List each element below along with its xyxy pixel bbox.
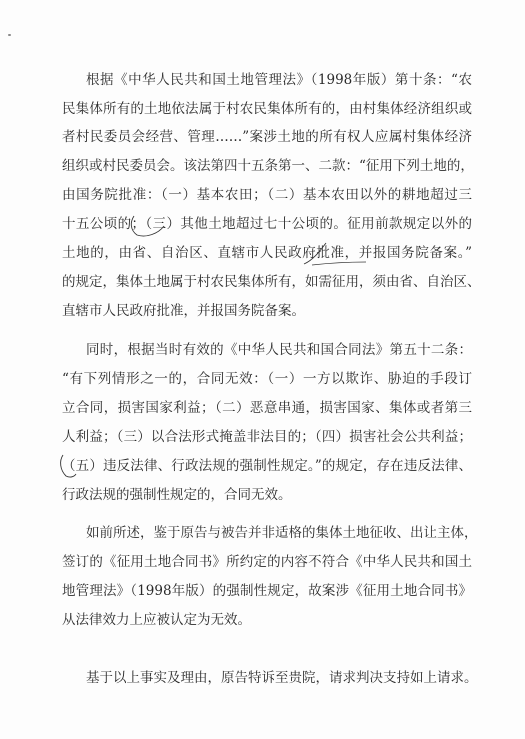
paragraph-3-line-1: 如前所述，鉴于原告与被告并非适格的集体土地征收、出让主体，: [86, 525, 478, 541]
paragraph-1-line-6: 十五公顷的；（三）其他土地超过七十公顷的。征用前款规定以外的: [62, 216, 472, 232]
paragraph-1-line-3: 者村民委员会经营、管理……”案涉土地的所有权人应属村集体经济: [62, 129, 472, 145]
paragraph-3-line-2: 签订的《征用土地合同书》所约定的内容不符合《中华人民共和国土: [62, 554, 472, 570]
paragraph-1-line-2: 民集体所有的土地依法属于村农民集体所有的，由村集体经济组织或: [62, 101, 472, 117]
paragraph-2-line-2: “有下列情形之一的，合同无效：（一）一方以欺诈、胁迫的手段订: [62, 371, 472, 387]
paragraph-2-line-4: 人利益；（三）以合法形式掩盖非法目的；（四）损害社会公共利益；: [62, 429, 472, 445]
paragraph-2-line-6: 行政法规的强制性规定的，合同无效。: [62, 487, 292, 503]
paragraph-3-line-3: 地管理法》（1998年版）的强制性规定，故案涉《征用土地合同书》: [62, 583, 472, 599]
paragraph-1-line-9: 直辖市人民政府批准，并报国务院备案。: [62, 303, 305, 319]
paragraph-2-line-3: 立合同，损害国家利益；（二）恶意串通，损害国家、集体或者第三: [62, 400, 472, 416]
paragraph-1-line-1: 根据《中华人民共和国土地管理法》（1998年版）第十条：“农: [86, 72, 472, 88]
paragraph-2-line-5: （五）违反法律、行政法规的强制性规定。”的规定，存在违反法律、: [62, 458, 472, 474]
paragraph-1-line-8: 的规定，集体土地属于村农民集体所有，如需征用，须由省、自治区、: [62, 274, 481, 290]
paragraph-3-line-4: 从法律效力上应被认定为无效。: [62, 612, 251, 628]
paragraph-2-line-1: 同时，根据当时有效的《中华人民共和国合同法》第五十二条：: [86, 342, 472, 358]
paragraph-1-line-4: 组织或村民委员会。该法第四十五条第一、二款：“征用下列土地的，: [62, 158, 474, 174]
scan-speck: [8, 34, 11, 36]
paragraph-1-line-5: 由国务院批准：（一）基本农田；（二）基本农田以外的耕地超过三: [62, 187, 472, 203]
paragraph-4-line-1: 基于以上事实及理由，原告特诉至贵院，请求判决支持如上请求。: [86, 670, 478, 686]
paragraph-1-line-7: 土地的，由省、自治区、直辖市人民政府批准，并报国务院备案。”: [62, 245, 472, 261]
